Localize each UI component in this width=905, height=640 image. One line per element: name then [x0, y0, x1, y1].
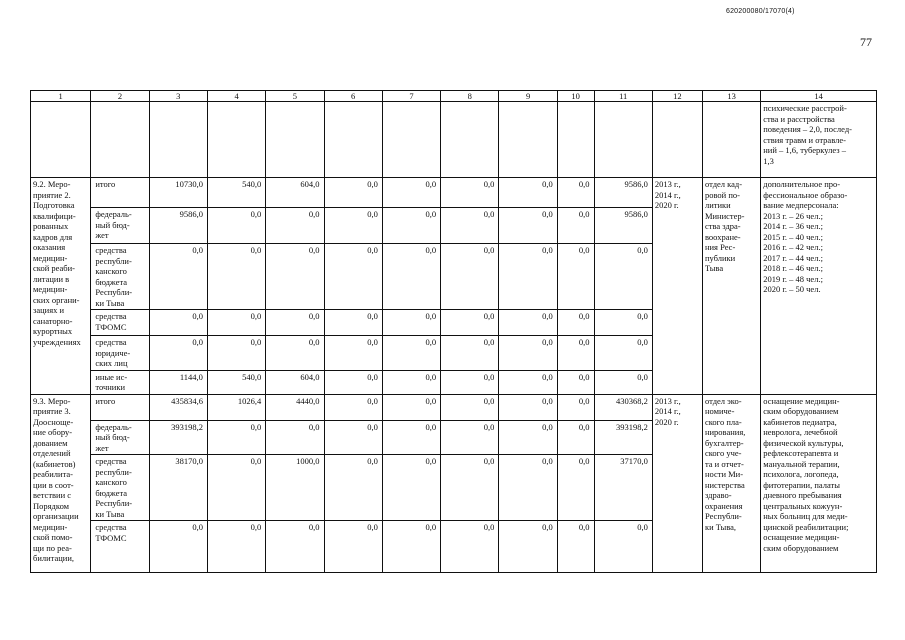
amount-cell: 0,0 — [207, 244, 265, 310]
amount-cell: 0,0 — [499, 208, 557, 244]
amount-cell: 38170,0 — [149, 455, 207, 521]
amount-cell: 0,0 — [382, 336, 440, 371]
continuation-row — [31, 102, 877, 178]
amount-cell: 0,0 — [382, 244, 440, 310]
amount-cell: 0,0 — [594, 244, 652, 310]
amount-cell: 0,0 — [557, 370, 594, 394]
column-header-5: 5 — [266, 91, 324, 102]
amount-cell: 0,0 — [441, 394, 499, 420]
amount-cell: 0,0 — [149, 244, 207, 310]
amount-cell: 0,0 — [441, 455, 499, 521]
amount-cell: 0,0 — [149, 336, 207, 371]
funding-source: итого — [91, 178, 149, 208]
amount-cell: 0,0 — [441, 370, 499, 394]
amount-cell: 1026,4 — [207, 394, 265, 420]
amount-cell: 0,0 — [266, 521, 324, 573]
column-header-8: 8 — [441, 91, 499, 102]
amount-cell: 0,0 — [499, 420, 557, 455]
m92-measure-name: 9.2. Меро- приятие 2. Подготовка квалифици- рованных кадров для оказания медицин- ской реаби- литации в медицин- ских органи- зациях и санаторно- курортных учреждениях — [31, 178, 91, 395]
document-id: 620200080/17070(4) — [726, 8, 795, 15]
amount-cell: 604,0 — [266, 178, 324, 208]
amount-cell: 0,0 — [207, 336, 265, 371]
empty-cell — [557, 102, 594, 178]
amount-cell: 0,0 — [266, 336, 324, 371]
amount-cell: 37170,0 — [594, 455, 652, 521]
empty-cell — [207, 102, 265, 178]
amount-cell: 0,0 — [382, 394, 440, 420]
m93-expected-result: оснащение медицин- ским оборудованием кабинетов педиатра, невролога, лечебной физической культуры, рефлексотерапевта и мануальной терапии, психолога, логопеда, фитотерапии, палаты дневного пребывания центральных кожуун- ных больниц для меди- цинской реабилитации; оснащение медицин- ским оборудованием — [761, 394, 877, 573]
continuation-result-text: психические расстрой- ства и расстройства поведения – 2,0, послед- ствия травм и отравле- ний – 1,6, туберкулез – 1,3 — [761, 102, 877, 178]
funding-source: итого — [91, 394, 149, 420]
amount-cell: 393198,2 — [594, 420, 652, 455]
amount-cell: 1000,0 — [266, 455, 324, 521]
column-header-9: 9 — [499, 91, 557, 102]
funding-source: федераль- ный бюд- жет — [91, 208, 149, 244]
amount-cell: 540,0 — [207, 370, 265, 394]
amount-cell: 604,0 — [266, 370, 324, 394]
empty-cell — [149, 102, 207, 178]
column-header-7: 7 — [382, 91, 440, 102]
amount-cell: 0,0 — [324, 420, 382, 455]
m93-implementation-years: 2013 г., 2014 г., 2020 г. — [652, 394, 702, 573]
amount-cell: 0,0 — [557, 521, 594, 573]
amount-cell: 0,0 — [557, 420, 594, 455]
amount-cell: 0,0 — [441, 310, 499, 336]
amount-cell: 0,0 — [441, 521, 499, 573]
amount-cell: 0,0 — [594, 310, 652, 336]
amount-cell: 0,0 — [382, 178, 440, 208]
amount-cell: 4440,0 — [266, 394, 324, 420]
empty-cell — [652, 102, 702, 178]
amount-cell: 0,0 — [499, 370, 557, 394]
amount-cell: 0,0 — [441, 336, 499, 371]
amount-cell: 0,0 — [266, 310, 324, 336]
amount-cell: 540,0 — [207, 178, 265, 208]
amount-cell: 0,0 — [207, 208, 265, 244]
column-header-4: 4 — [207, 91, 265, 102]
empty-cell — [382, 102, 440, 178]
empty-cell — [91, 102, 149, 178]
amount-cell: 0,0 — [594, 521, 652, 573]
amount-cell: 0,0 — [499, 310, 557, 336]
funding-source: федераль- ный бюд- жет — [91, 420, 149, 455]
amount-cell: 0,0 — [557, 310, 594, 336]
amount-cell: 0,0 — [441, 420, 499, 455]
column-header-1: 1 — [31, 91, 91, 102]
amount-cell: 0,0 — [324, 455, 382, 521]
column-header-10: 10 — [557, 91, 594, 102]
column-header-12: 12 — [652, 91, 702, 102]
amount-cell: 0,0 — [382, 420, 440, 455]
amount-cell: 0,0 — [499, 244, 557, 310]
amount-cell: 0,0 — [324, 310, 382, 336]
amount-cell: 0,0 — [594, 370, 652, 394]
amount-cell: 0,0 — [499, 336, 557, 371]
amount-cell: 0,0 — [557, 455, 594, 521]
amount-cell: 0,0 — [266, 208, 324, 244]
amount-cell: 430368,2 — [594, 394, 652, 420]
column-header-13: 13 — [702, 91, 760, 102]
amount-cell: 0,0 — [557, 244, 594, 310]
m92-row — [31, 178, 877, 208]
amount-cell: 0,0 — [207, 521, 265, 573]
amount-cell: 0,0 — [266, 420, 324, 455]
amount-cell: 0,0 — [149, 521, 207, 573]
amount-cell: 0,0 — [594, 336, 652, 371]
empty-cell — [594, 102, 652, 178]
amount-cell: 0,0 — [499, 521, 557, 573]
funding-source: иные ис- точники — [91, 370, 149, 394]
budget-table — [30, 90, 877, 573]
funding-source: средства ТФОМС — [91, 521, 149, 573]
empty-cell — [31, 102, 91, 178]
amount-cell: 0,0 — [441, 178, 499, 208]
amount-cell: 0,0 — [499, 394, 557, 420]
amount-cell: 0,0 — [324, 178, 382, 208]
funding-source: средства юридиче- ских лиц — [91, 336, 149, 371]
page-number: 77 — [860, 35, 872, 49]
amount-cell: 0,0 — [557, 394, 594, 420]
m93-responsible-executor: отдел эко- номиче- ского пла- нирования, бухгалтер- ского уче- та и отчет- ности Ми- нистерства здраво- охранения Республи- ки Тыва, — [702, 394, 760, 573]
empty-cell — [266, 102, 324, 178]
amount-cell: 0,0 — [266, 244, 324, 310]
column-header-11: 11 — [594, 91, 652, 102]
amount-cell: 0,0 — [382, 208, 440, 244]
amount-cell: 0,0 — [324, 394, 382, 420]
amount-cell: 0,0 — [324, 208, 382, 244]
amount-cell: 0,0 — [499, 455, 557, 521]
amount-cell: 0,0 — [324, 521, 382, 573]
column-header-3: 3 — [149, 91, 207, 102]
amount-cell: 9586,0 — [594, 178, 652, 208]
amount-cell: 0,0 — [324, 336, 382, 371]
m93-measure-name: 9.3. Меро- приятие 3. Доосноще- ние обору- дованием отделений (кабинетов) реабилита- ции в соот- ветствии с Порядком организации медицин- ской помо- щи по реа- билитации, — [31, 394, 91, 573]
amount-cell: 9586,0 — [594, 208, 652, 244]
m92-implementation-years: 2013 г., 2014 г., 2020 г. — [652, 178, 702, 395]
amount-cell: 0,0 — [557, 208, 594, 244]
m92-responsible-executor: отдел кад- ровой по- литики Министер- ства здра- воохране- ния Рес- публики Тыва — [702, 178, 760, 395]
funding-source: средства республи- канского бюджета Республи- ки Тыва — [91, 244, 149, 310]
empty-cell — [499, 102, 557, 178]
amount-cell: 1144,0 — [149, 370, 207, 394]
m93-row — [31, 394, 877, 420]
amount-cell: 0,0 — [557, 178, 594, 208]
amount-cell: 0,0 — [324, 370, 382, 394]
column-header-6: 6 — [324, 91, 382, 102]
amount-cell: 0,0 — [499, 178, 557, 208]
amount-cell: 0,0 — [207, 310, 265, 336]
amount-cell: 0,0 — [382, 521, 440, 573]
amount-cell: 0,0 — [207, 420, 265, 455]
header-row — [31, 91, 877, 102]
amount-cell: 0,0 — [207, 455, 265, 521]
funding-source: средства республи- канского бюджета Республи- ки Тыва — [91, 455, 149, 521]
amount-cell: 0,0 — [382, 310, 440, 336]
funding-source: средства ТФОМС — [91, 310, 149, 336]
amount-cell: 10730,0 — [149, 178, 207, 208]
amount-cell: 0,0 — [441, 208, 499, 244]
amount-cell: 0,0 — [324, 244, 382, 310]
empty-cell — [702, 102, 760, 178]
empty-cell — [324, 102, 382, 178]
column-header-14: 14 — [761, 91, 877, 102]
empty-cell — [441, 102, 499, 178]
amount-cell: 393198,2 — [149, 420, 207, 455]
m92-expected-result: дополнительное про- фессиональное образо- вание медперсонала: 2013 г. – 26 чел.; 2014 г. – 36 чел.; 2015 г. – 40 чел.; 2016 г. – 42 чел.; 2017 г. – 44 чел.; 2018 г. – 46 чел.; 2019 г. – 48 чел.; 2020 г. – 50 чел. — [761, 178, 877, 395]
column-header-2: 2 — [91, 91, 149, 102]
amount-cell: 0,0 — [441, 244, 499, 310]
amount-cell: 0,0 — [149, 310, 207, 336]
amount-cell: 9586,0 — [149, 208, 207, 244]
amount-cell: 435834,6 — [149, 394, 207, 420]
amount-cell: 0,0 — [382, 370, 440, 394]
amount-cell: 0,0 — [557, 336, 594, 371]
amount-cell: 0,0 — [382, 455, 440, 521]
